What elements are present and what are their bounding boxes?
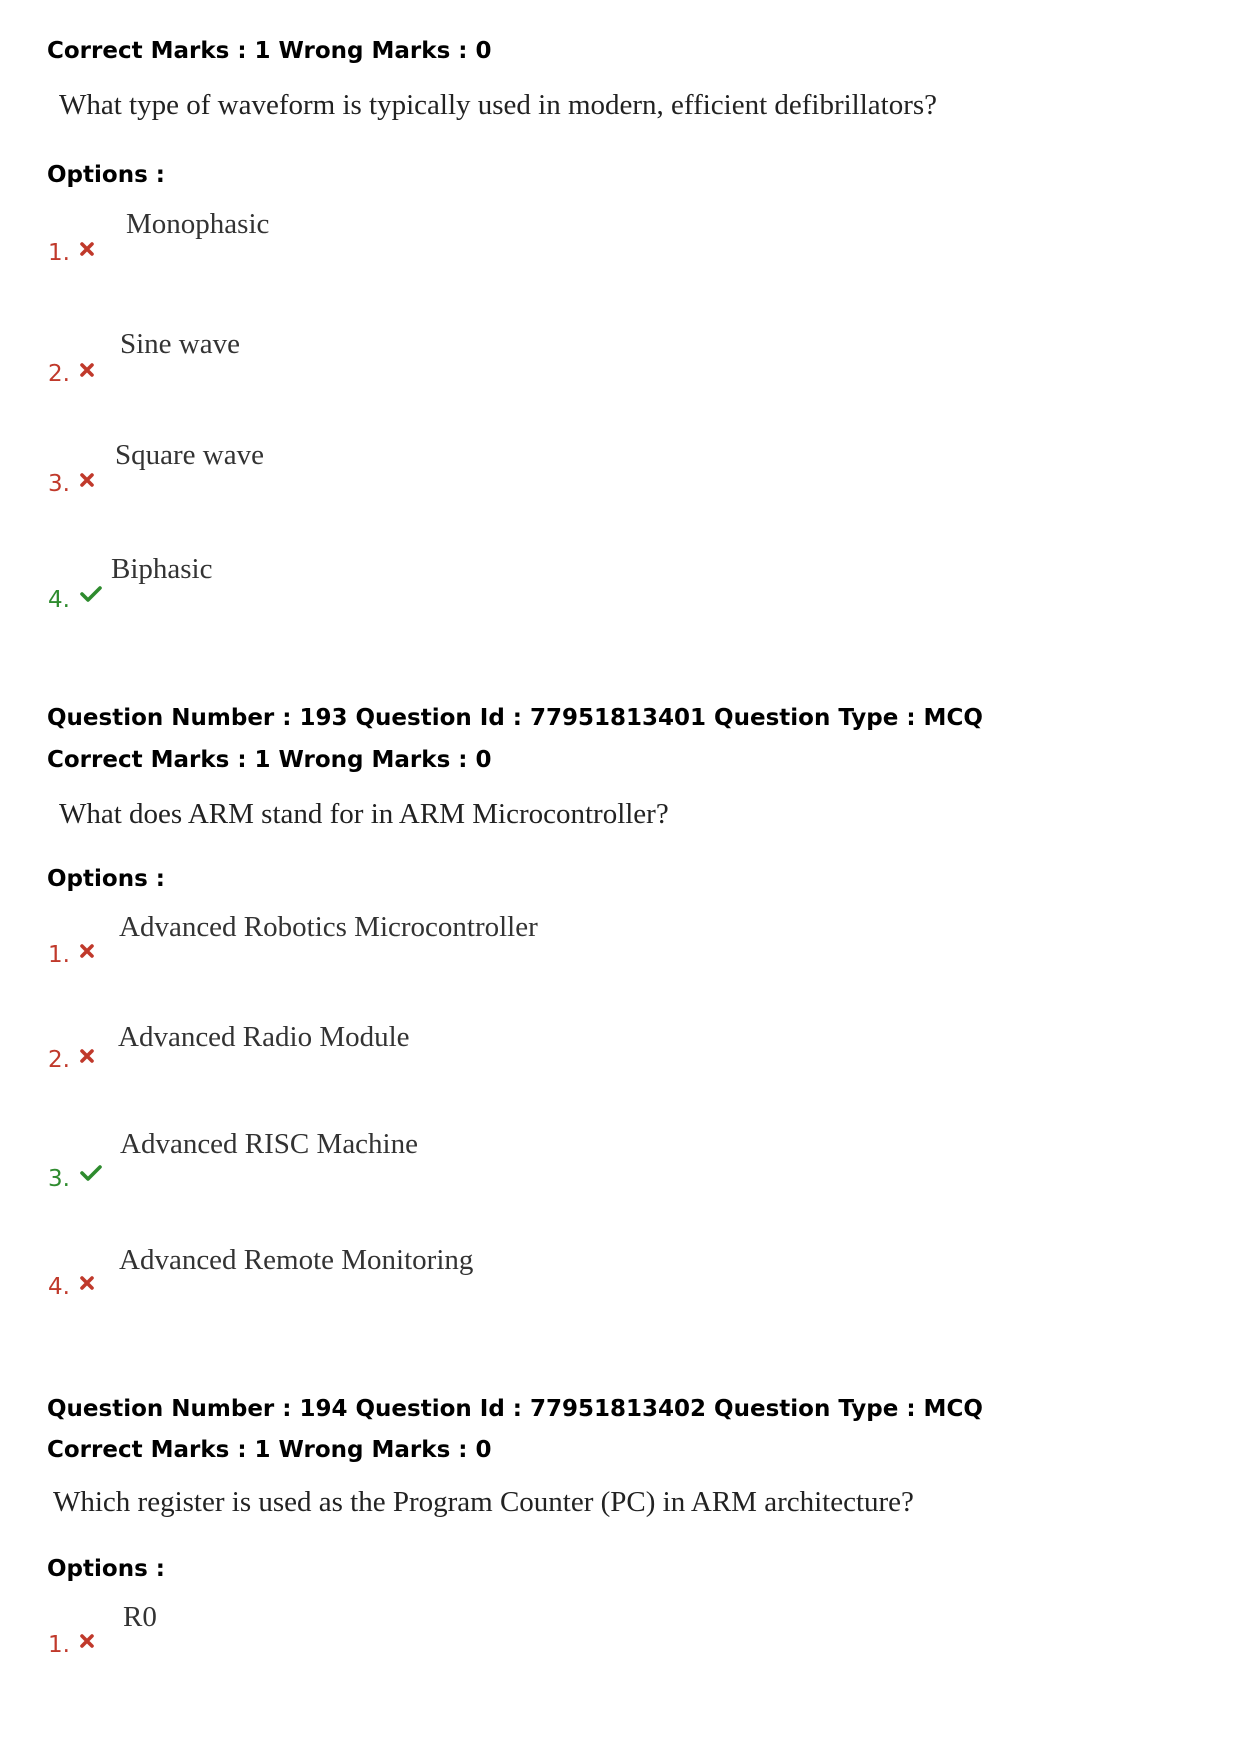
- option-number-label: 3.: [48, 1166, 70, 1192]
- check-icon: [80, 583, 102, 609]
- check-icon: [80, 1162, 102, 1188]
- option-text: Advanced Remote Monitoring: [119, 1244, 474, 1276]
- option-number-label: 4.: [48, 587, 70, 613]
- cross-icon: [80, 938, 94, 964]
- option-number-label: 4.: [48, 1274, 70, 1300]
- option-text: Biphasic: [111, 553, 213, 585]
- option-number-label: 2.: [48, 1047, 70, 1073]
- question-header: Question Number : 193 Question Id : 77951813401 Question Type : MCQ: [47, 705, 983, 731]
- option-number: [48, 1043, 94, 1073]
- marks-line: Correct Marks : 1 Wrong Marks : 0: [47, 1437, 492, 1463]
- cross-icon: [80, 1043, 94, 1069]
- question-text: What type of waveform is typically used in modern, efficient defibrillators?: [59, 89, 938, 121]
- option-text: Sine wave: [120, 328, 240, 360]
- option-number-label: 1.: [48, 240, 70, 266]
- option-number: [48, 467, 94, 497]
- options-label: Options :: [47, 162, 165, 188]
- option-number: [48, 1628, 94, 1658]
- question-text: What does ARM stand for in ARM Microcontroller?: [59, 798, 669, 830]
- option-number-label: 3.: [48, 471, 70, 497]
- option-number: [48, 938, 94, 968]
- question-header: Question Number : 194 Question Id : 77951813402 Question Type : MCQ: [47, 1396, 983, 1422]
- option-number: [48, 236, 94, 266]
- option-number-label: 2.: [48, 361, 70, 387]
- cross-icon: [80, 236, 94, 262]
- option-number: [48, 1270, 94, 1300]
- option-number: [48, 1162, 102, 1192]
- cross-icon: [80, 357, 94, 383]
- option-text: Advanced Robotics Microcontroller: [119, 911, 538, 943]
- cross-icon: [80, 1628, 94, 1654]
- cross-icon: [80, 1270, 94, 1296]
- option-text: Advanced RISC Machine: [120, 1128, 418, 1160]
- option-number: [48, 583, 102, 613]
- option-text: Monophasic: [126, 208, 270, 240]
- marks-line: Correct Marks : 1 Wrong Marks : 0: [47, 38, 492, 64]
- option-number-label: 1.: [48, 1632, 70, 1658]
- options-label: Options :: [47, 866, 165, 892]
- options-label: Options :: [47, 1556, 165, 1582]
- option-number: [48, 357, 94, 387]
- marks-line: Correct Marks : 1 Wrong Marks : 0: [47, 747, 492, 773]
- option-number-label: 1.: [48, 942, 70, 968]
- question-text: Which register is used as the Program Counter (PC) in ARM architecture?: [53, 1486, 914, 1518]
- option-text: Square wave: [115, 439, 264, 471]
- option-text: Advanced Radio Module: [118, 1021, 410, 1053]
- cross-icon: [80, 467, 94, 493]
- option-text: R0: [123, 1601, 157, 1633]
